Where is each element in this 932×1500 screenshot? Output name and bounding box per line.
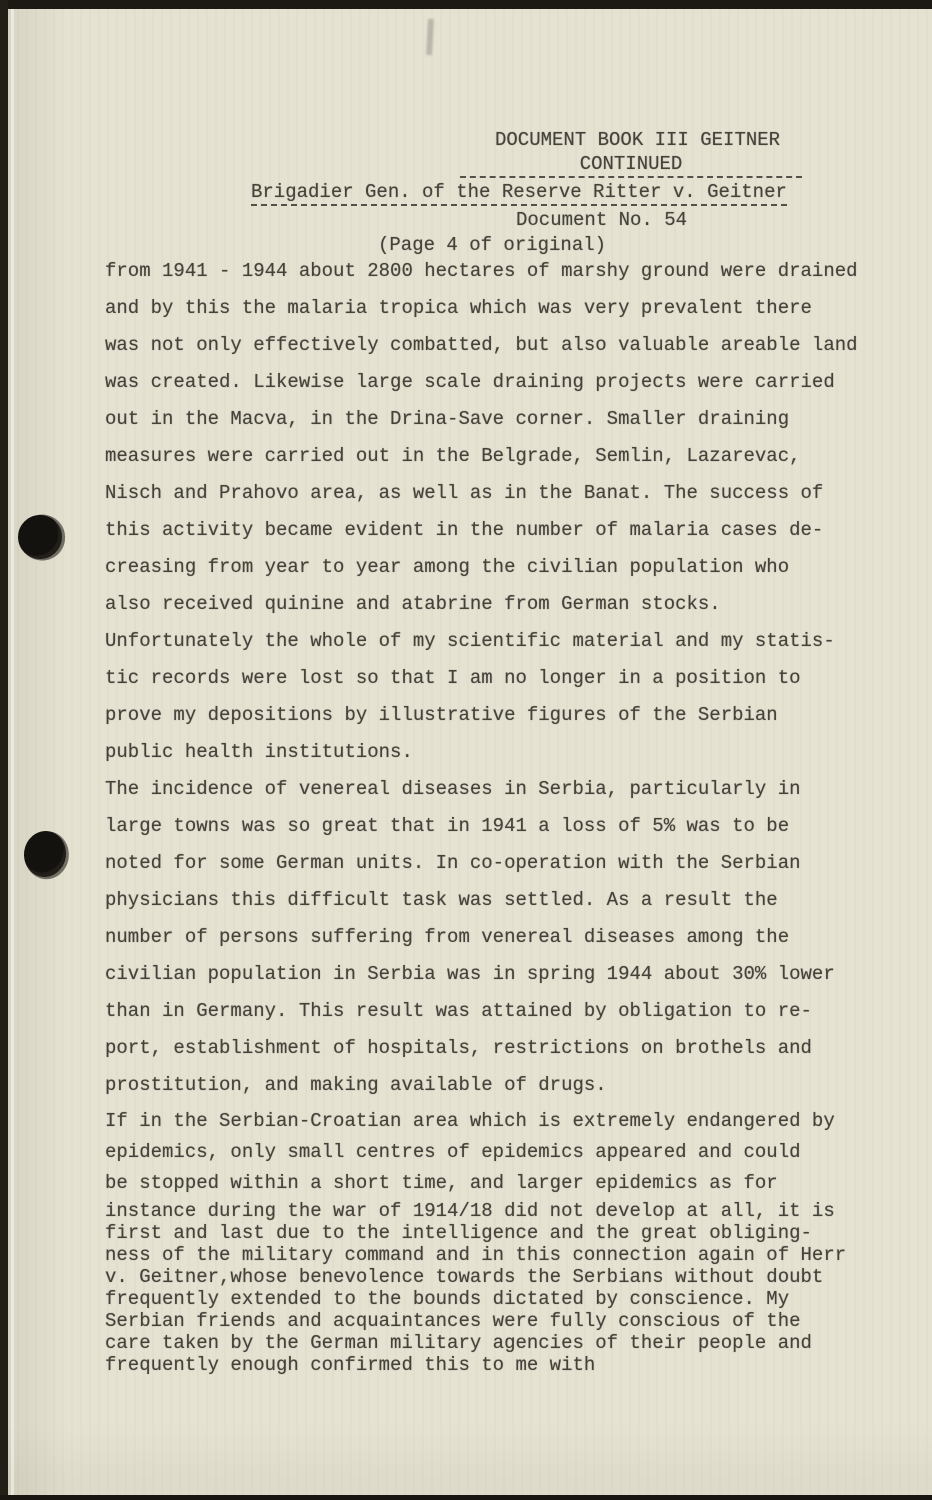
body-line: epidemics, only small centres of epidemics appeared and could (105, 1141, 801, 1163)
paragraph (105, 1107, 895, 1200)
document-body (105, 256, 895, 1376)
body-line: and by this the malaria tropica which was very prevalent there (105, 297, 812, 319)
body-line: prostitution, and making available of drugs. (105, 1074, 607, 1096)
body-line: this activity became evident in the number of malaria cases de- (105, 519, 824, 541)
body-line: than in Germany. This result was attained by obligation to re- (105, 1000, 812, 1022)
scan-edge-bottom (0, 1495, 932, 1500)
body-line: ness of the military command and in this connection again of Herr (105, 1244, 847, 1266)
body-line: public health institutions. (105, 741, 413, 763)
body-line: large towns was so great that in 1941 a loss of 5% was to be (105, 815, 790, 837)
body-line: physicians this difficult task was settled. As a result the (105, 889, 778, 911)
scan-edge-top (0, 0, 932, 9)
paragraph (105, 774, 895, 1107)
body-line: was not only effectively combatted, but also valuable areable land (105, 334, 858, 356)
body-line: also received quinine and atabrine from German stocks. (105, 593, 721, 615)
body-line: be stopped within a short time, and larger epidemics as for (105, 1172, 778, 1194)
body-line: from 1941 - 1944 about 2800 hectares of marshy ground were drained (105, 260, 858, 282)
body-line: If in the Serbian-Croatian area which is extremely endangered by (105, 1110, 835, 1132)
scanned-paper-page (8, 9, 932, 1495)
body-line: Nisch and Prahovo area, as well as in the Banat. The success of (105, 482, 824, 504)
body-line: first and last due to the intelligence and the great obliging- (105, 1222, 812, 1244)
scan-gutter-highlight (11, 9, 14, 1495)
document-number: Document No. 54 (516, 209, 688, 231)
body-line: frequently extended to the bounds dictated by conscience. My (105, 1288, 790, 1310)
body-line: civilian population in Serbia was in spring 1944 about 30% lower (105, 963, 835, 985)
body-line: port, establishment of hospitals, restrictions on brothels and (105, 1037, 812, 1059)
body-line: out in the Macva, in the Drina-Save corner. Smaller draining (105, 408, 790, 430)
paragraph (105, 1200, 895, 1376)
body-line: frequently enough confirmed this to me with (105, 1354, 596, 1376)
body-line: instance during the war of 1914/18 did not develop at all, it is (105, 1200, 835, 1222)
body-line: prove my depositions by illustrative figures of the Serbian (105, 704, 778, 726)
body-line: care taken by the German military agencies of their people and (105, 1332, 812, 1354)
body-line: creasing from year to year among the civilian population who (105, 556, 790, 578)
continued-label: CONTINUED (460, 153, 802, 178)
attribution-line: Brigadier Gen. of the Reserve Ritter v. Geitner (251, 181, 787, 206)
body-line: v. Geitner,whose benevolence towards the Serbians without doubt (105, 1266, 824, 1288)
ink-smudge (426, 19, 434, 55)
page-note: (Page 4 of original) (378, 234, 607, 256)
body-line: was created. Likewise large scale draining projects were carried (105, 371, 835, 393)
paragraph (105, 626, 895, 774)
body-line: noted for some German units. In co-operation with the Serbian (105, 852, 801, 874)
scan-edge-left (0, 0, 8, 1500)
body-line: The incidence of venereal diseases in Serbia, particularly in (105, 778, 801, 800)
body-line: tic records were lost so that I am no longer in a position to (105, 667, 801, 689)
body-line: measures were carried out in the Belgrade, Semlin, Lazarevac, (105, 445, 801, 467)
paragraph (105, 256, 895, 626)
body-line: number of persons suffering from venereal diseases among the (105, 926, 790, 948)
body-line: Unfortunately the whole of my scientific material and my statis- (105, 630, 835, 652)
body-line: Serbian friends and acquaintances were fully conscious of the (105, 1310, 801, 1332)
document-book-title: DOCUMENT BOOK III GEITNER (495, 129, 781, 151)
